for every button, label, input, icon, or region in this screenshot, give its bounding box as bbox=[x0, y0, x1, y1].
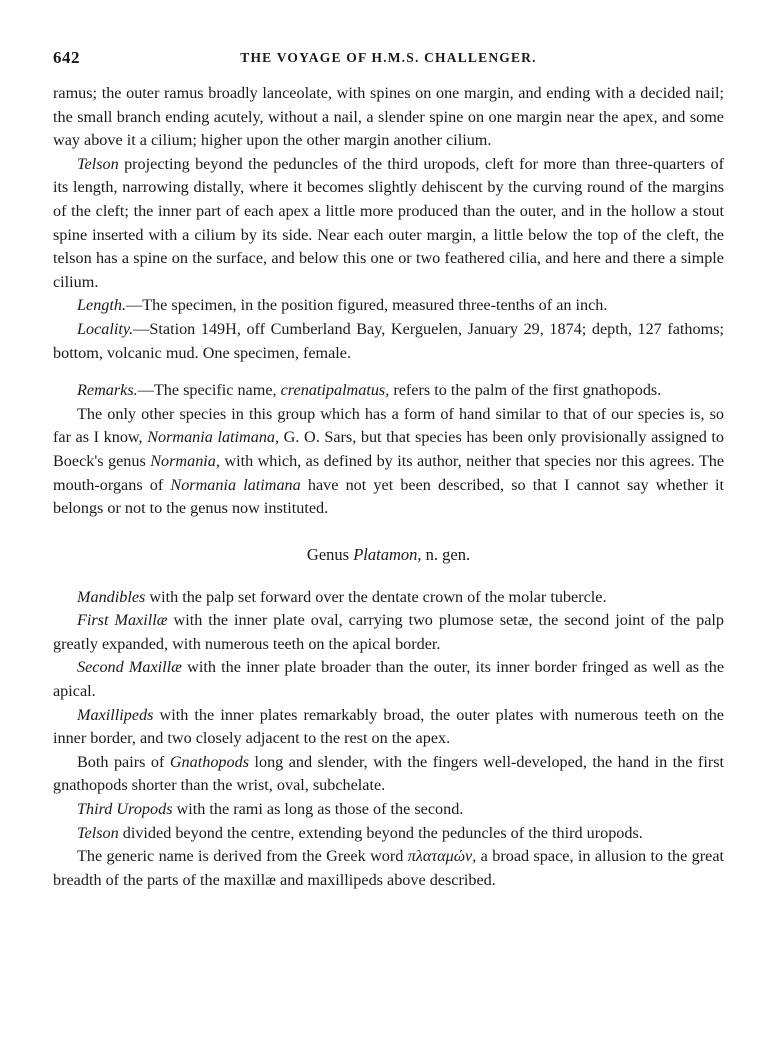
paragraph-mandibles: Mandibles with the palp set forward over the dentate crown of the molar tubercle. bbox=[77, 587, 607, 606]
page-header bbox=[53, 44, 724, 68]
page-number: 642 bbox=[53, 48, 80, 67]
running-title: THE VOYAGE OF H.M.S. CHALLENGER. bbox=[240, 50, 537, 65]
paragraph-remarks: Remarks.—The specific name, crenatipalmatus, refers to the palm of the first gnathopods. bbox=[77, 381, 662, 400]
greek-word: πλαταμών, bbox=[407, 847, 477, 866]
paragraph-uropod-ramus: ramus; the outer ramus broadly lanceolate, with spines on one margin, and ending with a decided nail; the small branch ending acutely, without a nail, a slender spine on one margin near the apex, and some way above it a cilium; higher upon the other margin another cilium. bbox=[53, 84, 724, 150]
paragraph-comparison: The only other species in this group which has a form of hand similar to that of our species is, so far as I know, Normania latimana, G. O. Sars, but that species has been only provisionally assigned to Boeck's genus Normania, with which, as defined by its author, neither that species nor this agrees. The mouth-organs of Normania latimana have not yet been described, so that I cannot say whether it belongs or not to the genus now instituted. bbox=[53, 404, 725, 518]
paragraph-second-maxillae: Second Maxillæ with the inner plate broader than the outer, its inner border fringed as well as the apical. bbox=[53, 658, 725, 701]
paragraph-gap bbox=[53, 365, 724, 379]
species-name: crenatipalmatus, bbox=[280, 381, 390, 400]
genus-heading: Genus Platamon, n. gen. bbox=[306, 544, 471, 564]
paragraph-length: Length.—The specimen, in the position figured, measured three-tenths of an inch. bbox=[77, 296, 608, 315]
term-remarks: Remarks. bbox=[77, 381, 138, 400]
paragraph-genus-telson: Telson divided beyond the centre, extending beyond the peduncles of the third uropods. bbox=[77, 823, 643, 842]
term-locality: Locality. bbox=[77, 319, 134, 338]
paragraph-third-uropods: Third Uropods with the rami as long as those of the second. bbox=[77, 800, 464, 819]
term-telson: Telson bbox=[77, 154, 119, 173]
paragraph-maxillipeds: Maxillipeds with the inner plates remarkably broad, the outer plates with numerous teeth on the inner border, and two closely adjacent to the rest on the apex. bbox=[53, 705, 724, 748]
paragraph-etymology: The generic name is derived from the Greek word πλαταμών, a broad space, in allusion to the great breadth of the parts of the maxillæ and maxillipeds above described. bbox=[53, 847, 724, 889]
paragraph-locality: Locality.—Station 149H, off Cumberland Bay, Kerguelen, January 29, 1874; depth, 127 fathoms; bottom, volcanic mud. One specimen, female. bbox=[53, 319, 724, 362]
paragraph-first-maxillae: First Maxillæ with the inner plate oval, carrying two plumose setæ, the second joint of the palp greatly expanded, with numerous teeth on the apical border. bbox=[53, 611, 724, 653]
term-length: Length. bbox=[77, 296, 127, 315]
genus-name: Platamon, bbox=[353, 544, 422, 564]
paragraph-telson: Telson projecting beyond the peduncles of the third uropods, cleft for more than three-quarters of its length, narrowing distally, where it becomes slightly dehiscent by the curving round of the margins of the cleft; the inner part of each apex a little more produced than the outer, and in the hollow a stout spine inserted with a cilium by its side. Near each outer margin, a little below the top of the cleft, the telson has a spine on the surface, and below this one or two feathered cilia, and here and there a simple cilium. bbox=[53, 154, 724, 291]
paragraph-gnathopods: Both pairs of Gnathopods long and slender, with the fingers well-developed, the hand in the first gnathopods shorter than the wrist, oval, subchelate. bbox=[53, 752, 725, 795]
